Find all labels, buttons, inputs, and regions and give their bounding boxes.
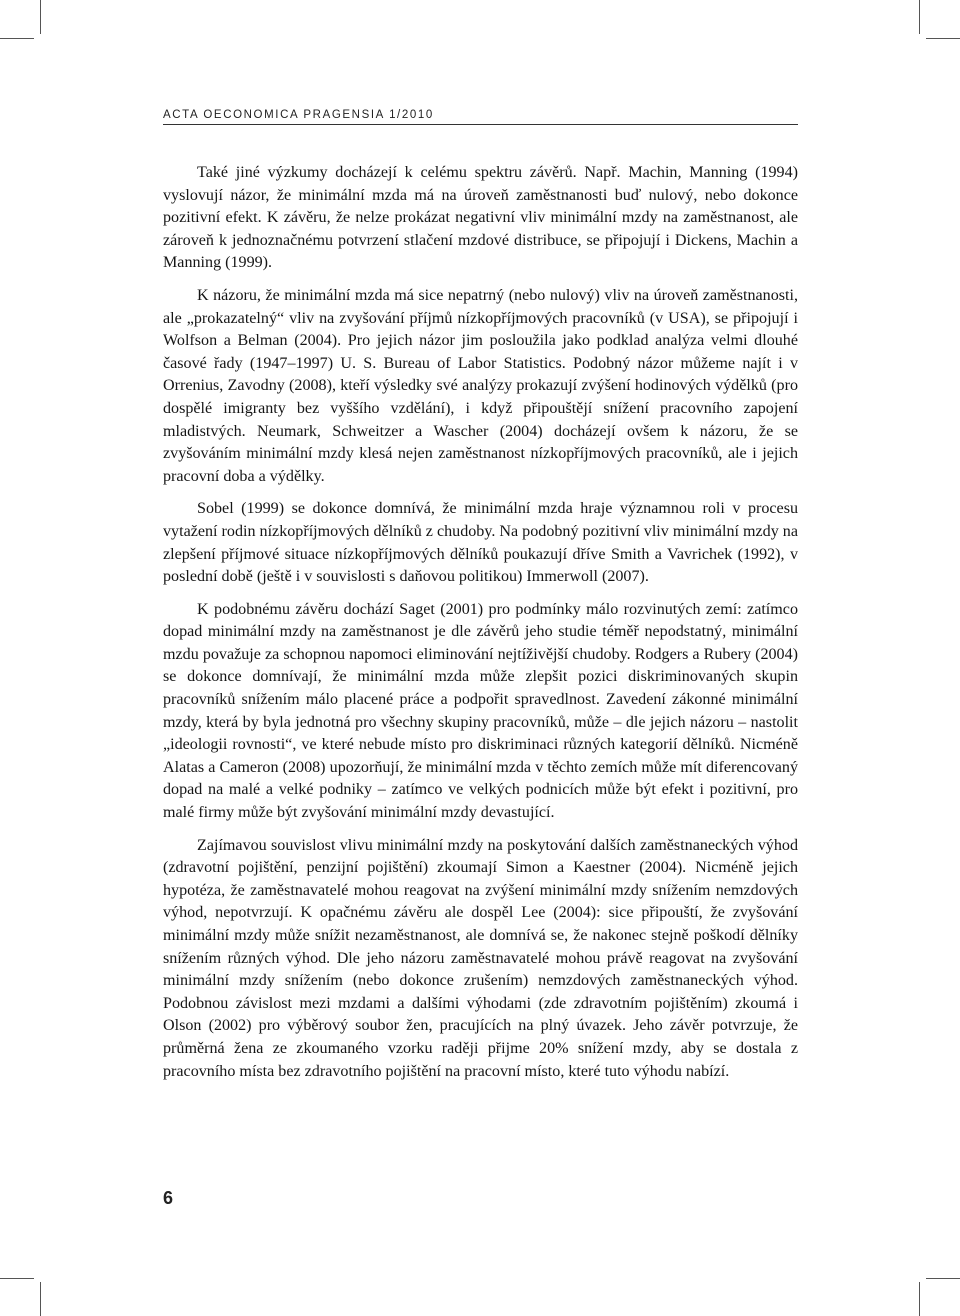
paragraph: Sobel (1999) se dokonce domnívá, že minimální mzda hraje významnou roli v procesu vytažení rodin nízkopříjmových dělníků z chudoby. Na podobný pozitivní vliv minimální mzdy na zlepšení příjmové situace nízkopříjmových dělníků poukazují dříve Smith a Vavrichek (1992), v poslední době (ještě i v souvislosti s daňovou politikou) Immerwoll (2007). [163,500,798,586]
crop-mark [919,1282,920,1316]
running-header: ACTA OECONOMICA PRAGENSIA 1/2010 [163,109,434,121]
page-number: 6 [163,1188,174,1208]
crop-mark [0,1278,34,1279]
article-body [163,162,798,1083]
paragraph: K podobnému závěru dochází Saget (2001) pro podmínky málo rozvinutých zemí: zatímco dopad minimální mzdy na zaměstnanost je dle závěrů jeho studie téměř nepodstatný, minimální mzdu považuje za schopnou napomoci eliminování nejtíživější chudoby. Rodgers a Rubery (2004) se dokonce domnívají, že minimální mzda může zlepšit pozici diskriminovaných skupin pracovníků snížením málo placené práce a podpořit spravedlnost. Zavedení zákonné minimální mzdy, která by byla jednotná pro všechny skupiny pracovníků, může – dle jejich názoru – nastolit „ideologii rovnosti“, ve které nebude místo pro diskriminaci různých kategorií dělníků. Nicméně Alatas a Cameron (2008) upozorňují, že minimální mzda v těchto zemích může mít diferencovaný dopad na malé a velké podniky – zatímco ve velkých podnicích může být efekt i pozitivní, pro malé firmy může být zvyšování minimální mzdy devastující. [163,600,798,822]
paragraph: Zajímavou souvislost vlivu minimální mzdy na poskytování dalších zaměstnaneckých výhod (zdravotní pojištění, penzijní pojištění) zkoumají Simon a Kaestner (2004). Nicméně jejich hypotéza, že zaměstnavatelé mohou reagovat na zvýšení minimální mzdy snížením nemzdových výhod, nepotvrzují. K opačnému závěru ale dospěl Lee (2004): sice připouští, že zvyšování minimální mzdy může snížit nezaměstnanost, ale domnívá se, že nakonec stejně poškodí dělníky snížením různých výhod. Dle jeho názoru zaměstnavatelé mohou právě reagovat na zvyšování minimální mzdy snížením (nebo dokonce zrušením) nemzdových zaměstnaneckých výhod. Podobnou závislost mezi mzdami a dalšími výhodami (zde zdravotním pojištěním) zkoumá i Olson (2002) pro výběrový soubor žen, pracujících na plný úvazek. Jeho závěr potvrzuje, že průměrná žena ze zkoumaného vzorku raději přijme 20% snížení mzdy, aby se dostala z pracovního místa bez zdravotního pojištění na pracovní místo, které tuto výhodu nabízí. [163,836,798,1080]
crop-mark [926,38,960,39]
header-rule [163,124,798,125]
crop-mark [40,1282,41,1316]
crop-mark [926,1278,960,1279]
paragraph: Také jiné výzkumy docházejí k celému spektru závěrů. Např. Machin, Manning (1994) vyslovují názor, že minimální mzda má na úroveň zaměstnanosti buď nulový, nebo dokonce pozitivní efekt. K závěru, že nelze prokázat negativní vliv minimální mzdy na zaměstnanost, ale zároveň k jednoznačnému potvrzení stlačení mzdové distribuce, se připojují i Dickens, Machin a Manning (1999). [163,164,798,272]
crop-mark [919,0,920,34]
crop-mark [40,0,41,34]
crop-mark [0,38,34,39]
paragraph: K názoru, že minimální mzda má sice nepatrný (nebo nulový) vliv na úroveň zaměstnanosti, ale „prokazatelný“ vliv na zvyšování příjmů nízkopříjmových pracovníků (v USA), se připojují i Wolfson a Belman (2004). Pro jejich názor jim posloužila jako podklad analýza velmi dlouhé časové řady (1947–1997) U. S. Bureau of Labor Statistics. Podobný názor můžeme najít i v Orrenius, Zavodny (2008), kteří výsledky své analýzy prokazují zvýšení hodinových výdělků (pro dospělé imigranty bez vyššího vzdělání), i když připouštějí snížení pracovního zapojení mladistvých. Neumark, Schweitzer a Wascher (2004) docházejí ovšem k názoru, že se zvyšováním minimální mzdy klesá nejen zaměstnanost nízkopříjmových pracovníků, ale i jejich pracovní doba a výdělky. [163,286,798,485]
